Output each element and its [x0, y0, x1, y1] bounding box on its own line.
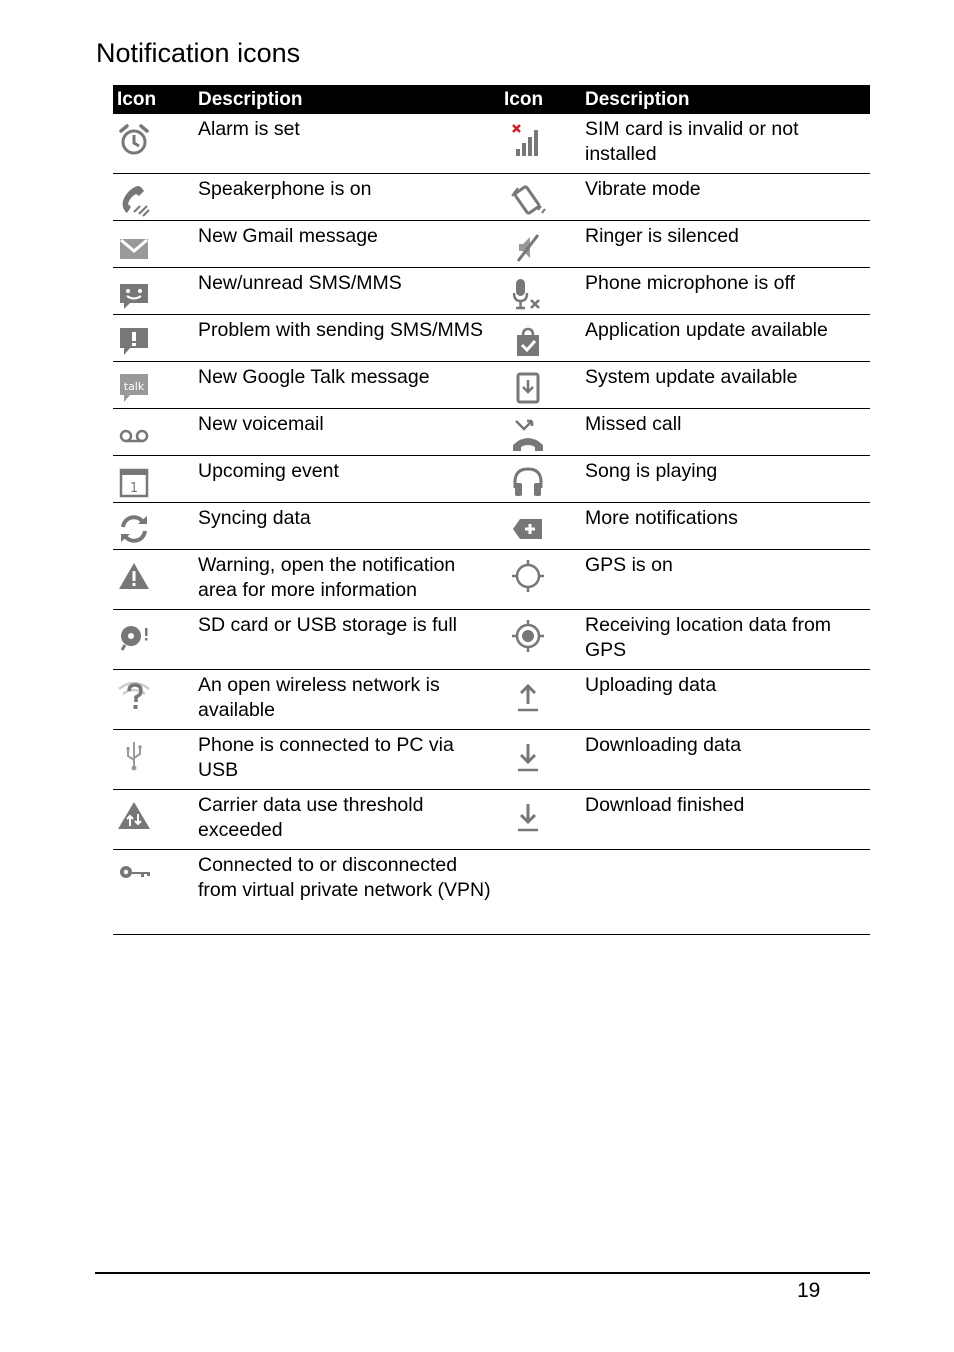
- list-item-description: More notifications: [580, 503, 870, 550]
- list-item-description: System update available: [580, 362, 870, 409]
- headphones-icon: [510, 464, 546, 500]
- ringer-silenced-icon: [510, 229, 546, 265]
- list-item-description: Syncing data: [193, 503, 500, 550]
- list-item-description: New/unread SMS/MMS: [193, 268, 500, 315]
- table-header-row: [113, 85, 870, 114]
- list-item-description: New Google Talk message: [193, 362, 500, 409]
- table-row: [113, 456, 870, 503]
- list-item-description: SD card or USB storage is full: [193, 610, 500, 670]
- gmail-icon: [116, 229, 152, 265]
- speakerphone-icon: [116, 182, 152, 218]
- gps-receiving-icon: [510, 618, 546, 654]
- header-icon-right: Icon: [500, 85, 580, 114]
- table-row: [113, 610, 870, 670]
- table-row: [113, 550, 870, 610]
- data-threshold-icon: [116, 798, 152, 834]
- sync-icon: [116, 511, 152, 547]
- sim-invalid-icon: [510, 122, 546, 158]
- notification-icons-table: [113, 85, 870, 935]
- list-item-description: Warning, open the notification area for more information: [193, 550, 500, 610]
- list-item-description: Song is playing: [580, 456, 870, 503]
- list-item-description: Download finished: [580, 790, 870, 850]
- list-item-description: Missed call: [580, 409, 870, 456]
- calendar-icon: [116, 464, 152, 500]
- usb-icon: [116, 738, 152, 774]
- vpn-key-icon: [116, 858, 152, 894]
- list-item-description: [580, 850, 870, 935]
- talk-icon: [116, 370, 152, 406]
- page-title: Notification icons: [96, 38, 301, 68]
- sms-icon: [116, 276, 152, 312]
- header-description-right: Description: [580, 85, 870, 114]
- header-description-left: Description: [193, 85, 500, 114]
- header-icon-left: Icon: [113, 85, 193, 114]
- list-item-description: Ringer is silenced: [580, 221, 870, 268]
- page-number: 19: [797, 1279, 821, 1302]
- list-item-description: Application update available: [580, 315, 870, 362]
- system-update-icon: [510, 370, 546, 406]
- sms-problem-icon: [116, 323, 152, 359]
- missed-call-icon: [510, 417, 546, 453]
- list-item-description: SIM card is invalid or not installed: [580, 114, 870, 174]
- more-notifications-icon: [510, 511, 546, 547]
- list-item-description: New voicemail: [193, 409, 500, 456]
- table-row: [113, 114, 870, 174]
- list-item-description: Speakerphone is on: [193, 174, 500, 221]
- alarm-icon: [116, 122, 152, 158]
- storage-full-icon: [116, 618, 152, 654]
- list-item-description: An open wireless network is available: [193, 670, 500, 730]
- table-row: [113, 503, 870, 550]
- voicemail-icon: [116, 417, 152, 453]
- list-item-description: Phone microphone is off: [580, 268, 870, 315]
- table-row: [113, 174, 870, 221]
- list-item-description: New Gmail message: [193, 221, 500, 268]
- svg-text:1: 1: [129, 481, 139, 496]
- table-row: [113, 730, 870, 790]
- list-item-description: Upcoming event: [193, 456, 500, 503]
- open-wifi-icon: [116, 678, 152, 714]
- list-item-description: Vibrate mode: [580, 174, 870, 221]
- list-item-description: Connected to or disconnected from virtual private network (VPN): [193, 850, 500, 935]
- table-row: [113, 268, 870, 315]
- warning-icon: [116, 558, 152, 594]
- table-row: [113, 362, 870, 409]
- list-item-description: Uploading data: [580, 670, 870, 730]
- table-row: [113, 850, 870, 935]
- svg-text:talk: talk: [123, 380, 145, 393]
- list-item-description: Receiving location data from GPS: [580, 610, 870, 670]
- gps-on-icon: [510, 558, 546, 594]
- list-item-description: Downloading data: [580, 730, 870, 790]
- mic-off-icon: [510, 276, 546, 312]
- upload-icon: [510, 678, 546, 714]
- table-row: [113, 409, 870, 456]
- table-row: [113, 315, 870, 362]
- list-item-description: Phone is connected to PC via USB: [193, 730, 500, 790]
- list-item-description: GPS is on: [580, 550, 870, 610]
- list-item-description: Carrier data use threshold exceeded: [193, 790, 500, 850]
- vibrate-icon: [510, 182, 546, 218]
- list-item-description: Alarm is set: [193, 114, 500, 174]
- list-item-description: Problem with sending SMS/MMS: [193, 315, 500, 362]
- footer-divider: [95, 1272, 870, 1274]
- table-row: [113, 221, 870, 268]
- app-update-icon: [510, 323, 546, 359]
- download-icon: [510, 738, 546, 774]
- table-row: [113, 670, 870, 730]
- download-finished-icon: [510, 798, 546, 834]
- table-row: [113, 790, 870, 850]
